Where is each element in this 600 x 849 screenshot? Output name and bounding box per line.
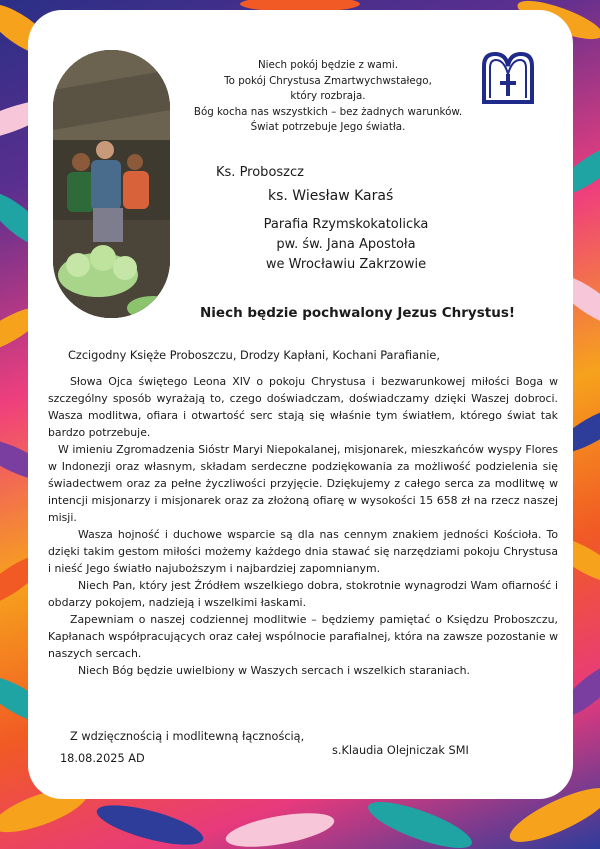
quote-line: To pokój Chrystusa Zmartwychwstałego, [224,74,432,87]
letter-body [48,373,558,679]
parish-line: Parafia Rzymskokatolicka [263,217,429,232]
paragraph: Niech Pan, który jest Źródłem wszelkiego dobra, stokrotnie wynagrodzi Wam ofiarność i obdarzy pokojem, nadzieją i wszelkimi łaskami. [48,579,558,609]
paragraph: Wasza hojność i duchowe wsparcie są dla nas cennym znakiem jedności Kościoła. To dzięki takim gestom miłości możemy każdego dnia stawać się narzędziami pokoju Chrystusa i nieść Jego światło najuboższym i najbardziej zapomnianym. [48,528,558,575]
quote-line: Bóg kocha nas wszystkich – bez żadnych warunków. [193,105,463,118]
quote-line: Niech pokój będzie z wami. [257,59,399,71]
closing-line: Z wdzięcznością i modlitewną łącznością, [70,730,305,743]
paragraph: W imieniu Zgromadzenia Sióstr Maryi Niepokalanej, misjonarek, mieszkańców wyspy Flores w Indonezji oraz własnym, składam serdeczne podziękowania za możliwość podzielenia się świadectwem oraz za pełne życzliwości przyjęcie. Dziękujemy z całego serca za modlitwę w intencji misjonarzy i misjonarek oraz za złożoną ofiarę w wysokości 15 658 zł na rzecz naszej misji. [48,443,558,524]
quote-line: Świat potrzebuje Jego światła. [250,121,406,133]
paragraph: Niech Bóg będzie uwielbiony w Waszych sercach i wszelkich staraniach. [78,664,470,677]
paragraph: Słowa Ojca świętego Leona XIV o pokoju Chrystusa i bezwarunkowej miłości Boga w szczególny sposób wyrażają to, czego doświadczam, doświadczamy dzięki Waszej dobroci. Wasza modlitwa, ofiara i otwartość serc stają się właśnie tym światłem, którego świat tak bardzo potrzebuje. [48,375,558,439]
recipient-role: Ks. Proboszcz [216,165,304,180]
letter-card [28,10,573,799]
peace-quote [178,58,478,136]
congregation-logo [478,48,538,108]
signature: s.Klaudia Olejniczak SMI [332,744,469,757]
salutation: Czcigodny Księże Proboszczu, Drodzy Kapłani, Kochani Parafianie, [68,349,440,362]
recipient-parish [246,215,446,275]
letter-date: 18.08.2025 AD [60,752,145,765]
mission-photo [53,50,170,318]
greeting-heading: Niech będzie pochwalony Jezus Chrystus! [200,305,516,321]
quote-line: który rozbraja. [290,90,366,102]
parish-line: we Wrocławiu Zakrzowie [265,257,427,272]
recipient-name: ks. Wiesław Karaś [268,188,394,204]
paragraph: Zapewniam o naszej codziennej modlitwie – będziemy pamiętać o Księdzu Proboszczu, Kapłanach współpracujących oraz całej wspólnocie parafialnej, która na zawsze pozostanie w naszych sercach. [48,613,558,660]
parish-line: pw. św. Jana Apostoła [276,237,416,252]
